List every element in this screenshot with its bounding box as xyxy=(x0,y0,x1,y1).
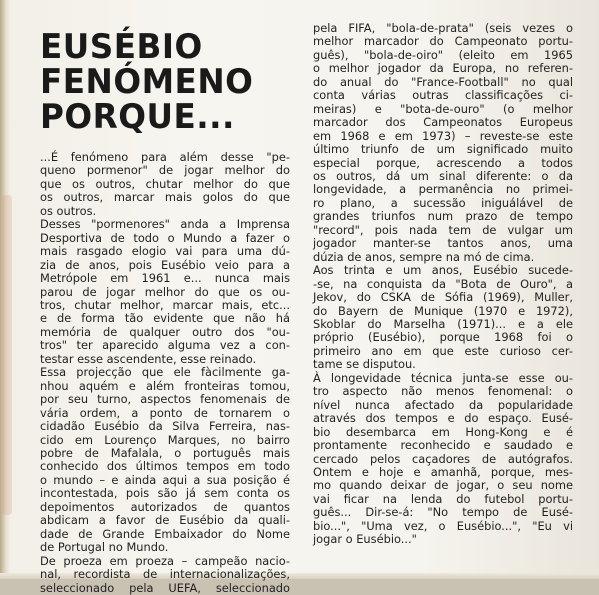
text-line: os outros. xyxy=(40,203,97,218)
text-line: zia de anos, pois Eusébio veio para a xyxy=(40,257,290,272)
left-text-column xyxy=(40,151,290,595)
text-line: dúzia de anos, sempre na mó de cima. xyxy=(313,249,535,264)
text-line: conta várias outras classificações ci- xyxy=(313,88,573,103)
text-line: último triunfo de um significado muito xyxy=(313,142,573,157)
right-text-column xyxy=(313,22,573,547)
text-line: guês... Dir-se-á: "No tempo de Eusé- xyxy=(313,505,573,520)
text-line: prontamente reconhecido e saudado e xyxy=(313,438,573,453)
text-line: cidadão Eusébio da Silva Ferreira, nas- xyxy=(40,419,290,434)
paper-stain xyxy=(2,195,12,515)
text-line: nhou aquém e além fronteiras tomou, xyxy=(40,378,290,393)
text-line: abdicam a favor de Eusébio da quali- xyxy=(40,513,290,528)
text-line: mais rasgado elogio vai para uma dú- xyxy=(40,244,290,259)
article-title xyxy=(40,27,290,137)
text-line: Aos trinta e um anos, Eusébio sucede- xyxy=(313,263,573,278)
text-line: Desportiva de todo o Mundo a fazer o xyxy=(40,230,290,245)
text-line: os outros, marcar mais golos do que xyxy=(40,190,290,205)
text-line: pobre de Mafalala, o português mais xyxy=(40,445,290,460)
text-line: queno pormenor" de jogar melhor do xyxy=(40,163,290,178)
text-line: De proeza em proeza – campeão nacio- xyxy=(40,553,290,568)
text-line: longevidade, a permanência no primei- xyxy=(313,182,573,197)
text-line: tro aspecto não menos fenomenal: o xyxy=(313,384,573,399)
text-line: jogar o Eusébio..." xyxy=(313,532,417,547)
text-line: e de forma tão evidente que não há xyxy=(40,311,290,326)
text-line: meiras) e "bota-de-ouro" (o melhor xyxy=(313,101,573,116)
text-line: cercado pelos caçadores de autógrafos. xyxy=(313,451,573,466)
text-line: grandes triunfos num prazo de tempo xyxy=(313,209,573,224)
text-line: Essa projecção que ele fàcilmente ga- xyxy=(40,365,290,380)
text-line: ro plano, a sucessão iniguálável de xyxy=(313,195,573,210)
text-line: memória de qualquer outro dos "ou- xyxy=(40,324,290,339)
title-line: FENÓMENO xyxy=(40,62,254,102)
text-line: seleccionado pela UEFA, seleccionado xyxy=(40,580,290,595)
text-line: nal, recordista de internacionalizações, xyxy=(40,567,290,582)
text-line: cido em Lourenço Marques, no bairro xyxy=(40,432,290,447)
text-line: dade de Grande Embaixador do Nome xyxy=(40,526,290,541)
text-line: em 1968 e em 1973) – reveste-se este xyxy=(313,128,573,143)
title-line: EUSÉBIO xyxy=(40,27,203,67)
text-line: o mundo – e ainda aqui a sua posição é xyxy=(40,472,290,487)
text-line: mo quando deixar de jogar, o seu nome xyxy=(313,478,573,493)
text-line: tros" ter aparecido alguma vez a con- xyxy=(40,338,290,353)
text-line: nível nunca afectado da popularidade xyxy=(313,397,573,412)
text-line: conhecido dos últimos tempos em todo xyxy=(40,459,290,474)
text-line: primeiro ano em que este curioso cer- xyxy=(313,343,573,358)
text-line: bio...", "Uma vez, o Eusébio...", "Eu vi xyxy=(313,518,573,533)
text-line: do Bayern de Munique (1970 e 1972), xyxy=(313,303,573,318)
text-line: testar esse ascendente, esse reinado. xyxy=(40,351,257,366)
text-line: os outros, dá um sinal diferente: o da xyxy=(313,168,573,183)
text-line: Desses "pormenores" anda a Imprensa xyxy=(40,217,290,232)
text-line: vária ordem, a ponto de tornarem o xyxy=(40,405,290,420)
text-line: o melhor jogador da Europa, no referen- xyxy=(313,61,573,76)
text-line: do anual do "France-Football" no qual xyxy=(313,74,573,89)
text-line: ...É fenómeno para além desse "pe- xyxy=(40,150,290,164)
text-line: Skoblar do Marselha (1971)... e a ele xyxy=(313,316,573,331)
text-line: -se, na conquista da "Bota de Ouro", a xyxy=(313,276,573,291)
text-line: especial porque, acrescendo a todos xyxy=(313,155,573,170)
text-line: incontestada, pois são já sem conta os xyxy=(40,486,290,501)
text-line: bio desembarca em Hong-Kong e é xyxy=(313,424,573,439)
text-line: Metrópole em 1961 e... nunca mais xyxy=(40,271,290,286)
text-line: vai ficar na lenda do futebol portu- xyxy=(313,491,573,506)
text-line: de Portugal no Mundo. xyxy=(40,540,169,555)
text-line: parou de jogar melhor do que os ou- xyxy=(40,284,290,299)
text-line: próprio (Eusébio), porque 1968 foi o xyxy=(313,330,573,345)
text-line: À longevidade técnica junta-se esse ou- xyxy=(313,370,573,385)
text-line: Jekov, do CSKA de Sófia (1969), Muller, xyxy=(313,290,573,305)
text-line: Ontem e hoje e amanhã, porque, mes- xyxy=(313,464,573,479)
text-line: tame se disputou. xyxy=(313,357,416,372)
title-line: PORQUE... xyxy=(40,97,235,137)
text-line: melhor marcador do Campeonato portu- xyxy=(313,34,573,49)
text-line: guês), "bola-de-oiro" (eleito em 1965 xyxy=(313,47,573,62)
text-line: marcador dos Campeonatos Europeus xyxy=(313,115,573,130)
text-line: depoimentos autorizados de quantos xyxy=(40,499,290,514)
text-line: por seu turno, aspectos fenomenais de xyxy=(40,392,290,407)
text-line: tros, chutar melhor, marcar mais, etc... xyxy=(40,297,290,312)
text-line: que os outros, chutar melhor do que xyxy=(40,176,290,191)
text-line: através dos tempos e do espaço. Eusé- xyxy=(313,411,573,426)
text-line: jogador manter-se tantos anos, uma xyxy=(313,236,573,251)
text-line: pela FIFA, "bola-de-prata" (seis vezes o xyxy=(313,21,573,35)
text-line: "record", pois nada tem de vulgar um xyxy=(313,222,573,237)
